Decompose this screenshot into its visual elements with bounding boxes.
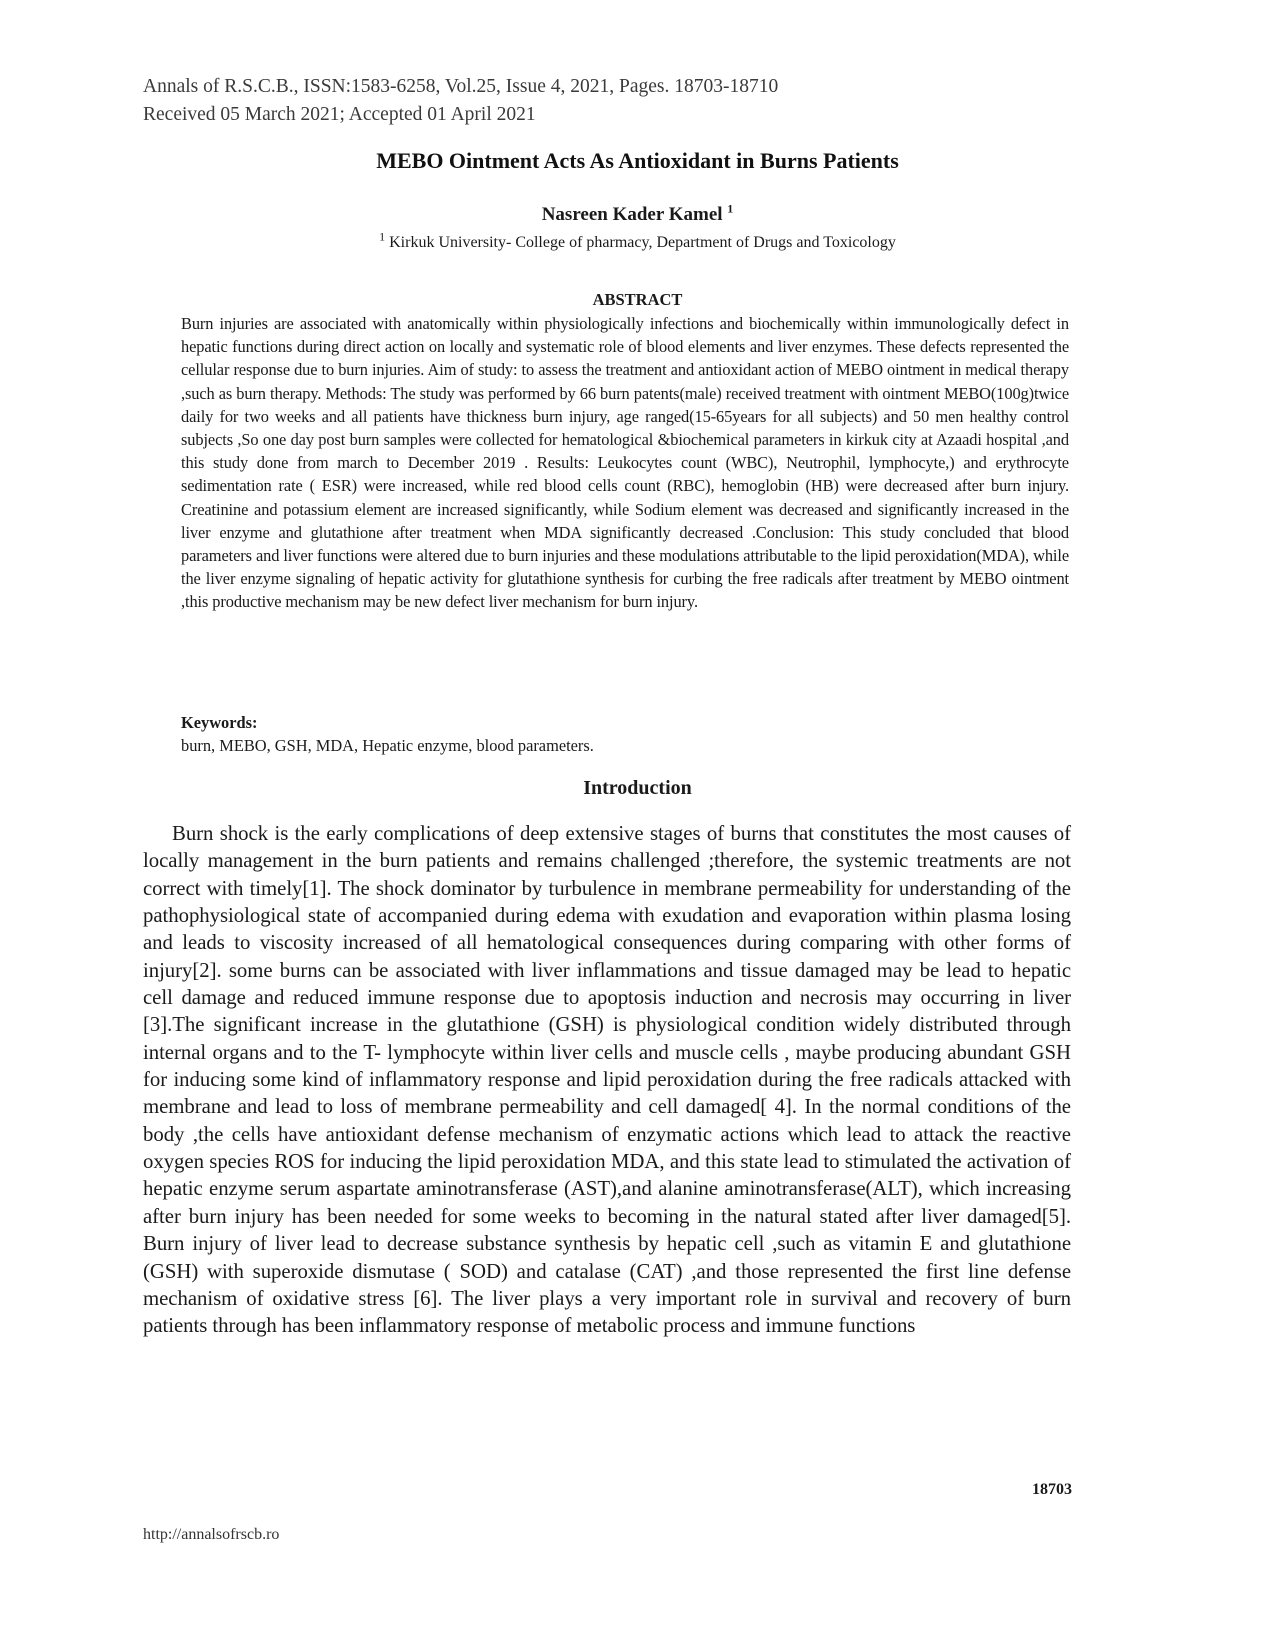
page-number: 18703 [1032,1481,1072,1498]
journal-citation-line: Annals of R.S.C.B., ISSN:1583-6258, Vol.25, Issue 4, 2021, Pages. 18703-18710 [143,76,779,97]
affiliation-text: Kirkuk University- College of pharmacy, Department of Drugs and Toxicology [389,234,896,251]
paper-title: MEBO Ointment Acts As Antioxidant in Burns Patients [376,148,899,173]
keywords-text: burn, MEBO, GSH, MDA, Hepatic enzyme, blood parameters. [181,736,594,755]
introduction-paragraph: Burn shock is the early complications of deep extensive stages of burns that constitutes the most causes of locally management in the burn patients and remains challenged ;therefore, the systemic treatments are not correct with timely[1]. The shock dominator by turbulence in membrane permeability for understanding of the pathophysiological state of accompanied during edema with exudation and evaporation within plasma losing and leads to viscosity increased of all hematological consequences during comparing with other forms of injury[2]. some burns can be associated with liver inflammations and tissue damaged may be lead to hepatic cell damage and reduced immune response due to apoptosis induction and necrosis may occurring in liver [3].The significant increase in the glutathione (GSH) is physiological condition widely distributed through internal organs and to the T- lymphocyte within liver cells and muscle cells , maybe producing abundant GSH for inducing some kind of inflammatory response and lipid peroxidation during the free radicals attacked with membrane and lead to loss of membrane permeability and cell damaged[ 4]. In the normal conditions of the body ,the cells have antioxidant defense mechanism of enzymatic actions which lead to attack the reactive oxygen species ROS for inducing the lipid peroxidation MDA, and this state lead to stimulated the activation of hepatic enzyme serum aspartate aminotransferase (AST),and alanine aminotransferase(ALT), which increasing after burn injury has been needed for some weeks to becoming in the natural stated after liver damaged[5]. Burn injury of liver lead to decrease substance synthesis by hepatic cell ,such as vitamin E and glutathione (GSH) with superoxide dismutase ( SOD) and catalase (CAT) ,and those represented the first line defense mechanism of oxidative stress [6]. The liver plays a very important role in survival and recovery of burn patients through has been inflammatory response of metabolic process and immune functions [143,822,1071,1338]
author-line [143,203,1132,227]
abstract-text: Burn injuries are associated with anatomically within physiologically infections and biochemically within immunologically defect in hepatic functions during direct action on locally and systematic role of blood elements and liver enzymes. These defects represented the cellular response due to burn injuries. Aim of study: to assess the treatment and antioxidant action of MEBO ointment in medical therapy ,such as burn therapy. Methods: The study was performed by 66 burn patents(male) received treatment with ointment MEBO(100g)twice daily for two weeks and all patients have thickness burn injury, age ranged(15-65years for all subjects) and 50 men healthy control subjects ,So one day post burn samples were collected for hematological &biochemical parameters in kirkuk city at Azaadi hospital ,and this study done from march to December 2019 . Results: Leukocytes count (WBC), Neutrophil, lymphocyte,) and erythrocyte sedimentation rate ( ESR) were increased, while red blood cells count (RBC), hemoglobin (HB) were decreased after burn injury. Creatinine and potassium element are increased significantly, while Sodium element was decreased and significantly increased in the liver enzyme and glutathione after treatment when MDA significantly decreased .Conclusion: This study concluded that blood parameters and liver functions were altered due to burn injuries and these modulations attributable to the lipid peroxidation(MDA), while the liver enzyme signaling of hepatic activity for glutathione synthesis for curbing the free radicals after treatment by MEBO ointment ,this productive mechanism may be new defect liver mechanism for burn injury. [181,314,1069,612]
keywords-label: Keywords: [181,713,258,732]
introduction-heading: Introduction [583,777,692,799]
author-name: Nasreen Kader Kamel [541,204,723,225]
journal-header [143,73,1043,129]
footer-url-link[interactable]: http://annalsofrscb.ro [143,1526,280,1543]
author-affiliation-marker: 1 [727,201,734,216]
received-accepted-line: Received 05 March 2021; Accepted 01 April 2021 [143,104,536,125]
affiliation-marker: 1 [379,229,386,244]
affiliation-line [143,229,1132,254]
abstract-heading: ABSTRACT [592,290,683,309]
